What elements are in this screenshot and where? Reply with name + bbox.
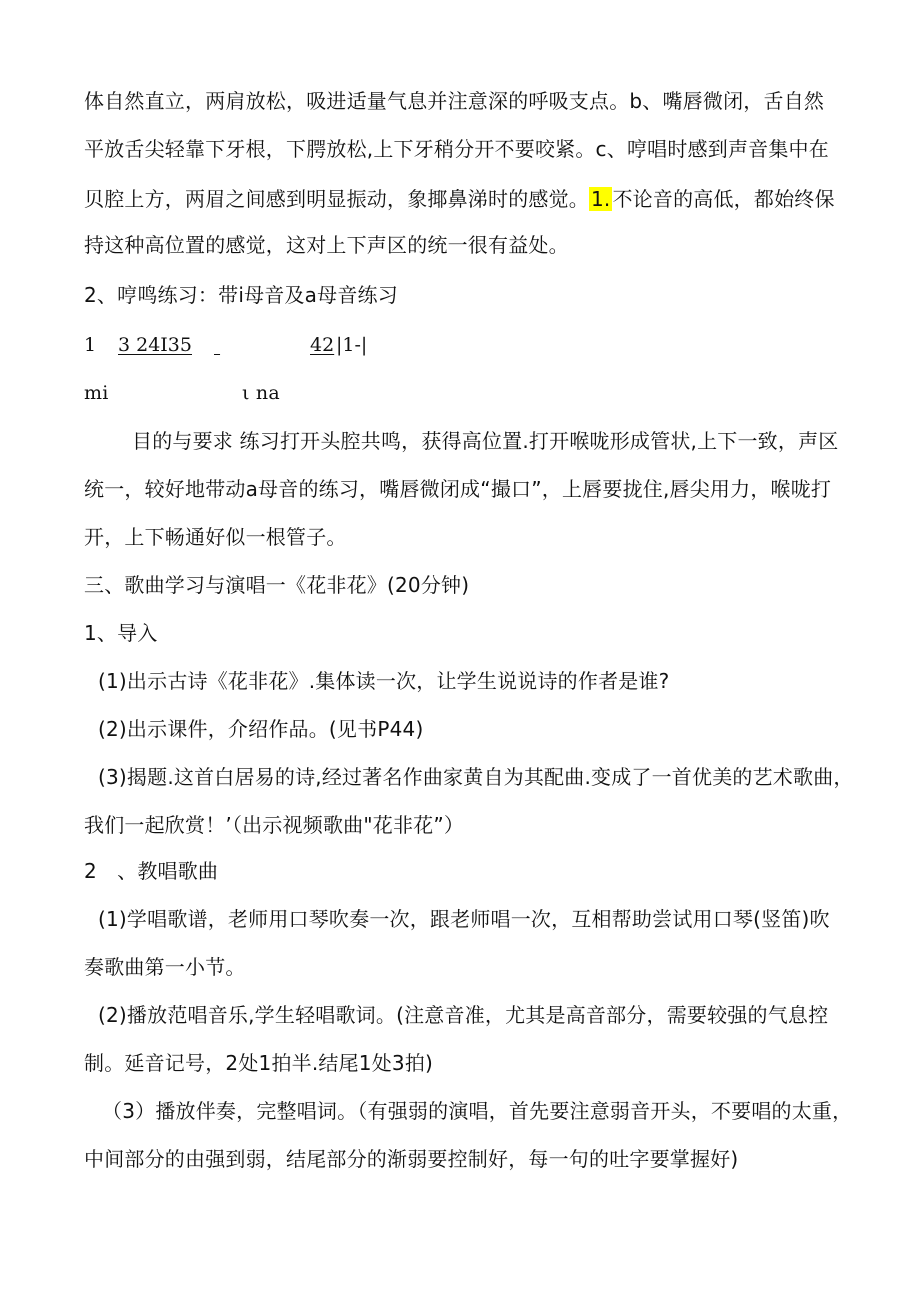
score-notes: 3 24I35 bbox=[118, 334, 192, 356]
lyric-syllable: ι na bbox=[242, 382, 280, 404]
highlighted-number: 1. bbox=[591, 187, 611, 211]
paragraph-text: 贝腔上方，两眉之间感到明显振动，象揶鼻涕时的感觉。 bbox=[84, 187, 589, 211]
list-item: (1)出示古诗《花非花》.集体读一次，让学生说说诗的作者是谁? bbox=[98, 669, 670, 693]
list-item: (2)播放范唱音乐,学生轻唱歌词。(注意音准，尤其是高音部分，需要较强的气息控 bbox=[98, 1003, 829, 1027]
paragraph-line: 平放舌尖轻靠下牙根，下腭放松,上下牙稍分开不要咬紧。c、哼唱时感到声音集中在 bbox=[84, 137, 829, 161]
paragraph-line: 体自然直立，两肩放松，吸进适量气息并注意深的呼吸支点。b、嘴唇微闭，舌自然 bbox=[84, 89, 825, 113]
list-item-continued: 中间部分的由强到弱，结尾部分的渐弱要控制好，每一句的吐字要掌握好) bbox=[84, 1147, 739, 1171]
exercise-title: 2、哼鸣练习：带i母音及a母音练习 bbox=[84, 283, 398, 307]
list-item: （3）播放伴奏，完整唱词。（有强弱的演唱，首先要注意弱音开头，不要唱的太重， bbox=[102, 1099, 853, 1123]
list-item: (2)出示课件，介绍作品。(见书P44) bbox=[98, 717, 424, 741]
list-item-continued: 我们一起欣赏！’（出示视频歌曲"花非花”） bbox=[84, 813, 465, 837]
list-item-continued: 奏歌曲第一小节。 bbox=[84, 955, 246, 979]
goal-line: 开，上下畅通好似一根管子。 bbox=[84, 525, 347, 549]
list-item: (3)揭题.这首白居易的诗,经过著名作曲家黄自为其配曲.变成了一首优美的艺术歌曲， bbox=[98, 765, 854, 789]
paragraph-line: 持这种高位置的感觉，这对上下声区的统一很有益处。 bbox=[84, 233, 569, 257]
subsection-heading: 1、导入 bbox=[84, 621, 158, 645]
paragraph-text: 不论音的高低，都始终保 bbox=[612, 187, 835, 211]
lyric-syllable: mi bbox=[84, 382, 109, 404]
goal-line: 统一，较好地带动a母音的练习，嘴唇微闭成“撮口”，上唇要拢住,唇尖用力，喉咙打 bbox=[84, 477, 832, 501]
list-item-continued: 制。延音记号，2处1拍半.结尾1处3拍) bbox=[84, 1051, 434, 1075]
score-notes: 42 bbox=[310, 334, 335, 356]
score-note: 1 bbox=[84, 334, 97, 356]
section-heading: 三、歌曲学习与演唱一《花非花》(20分钟) bbox=[84, 573, 470, 597]
goal-line: 目的与要求 练习打开头腔共鸣，获得高位置.打开喉咙形成管状,上下一致，声区 bbox=[132, 429, 839, 453]
list-item: (1)学唱歌谱，老师用口琴吹奏一次，跟老师唱一次，互相帮助尝试用口琴(竖笛)吹 bbox=[98, 907, 830, 931]
score-barline: |1-| bbox=[336, 334, 368, 356]
paragraph-line bbox=[84, 184, 835, 214]
subsection-heading: 2 、教唱歌曲 bbox=[84, 859, 219, 883]
